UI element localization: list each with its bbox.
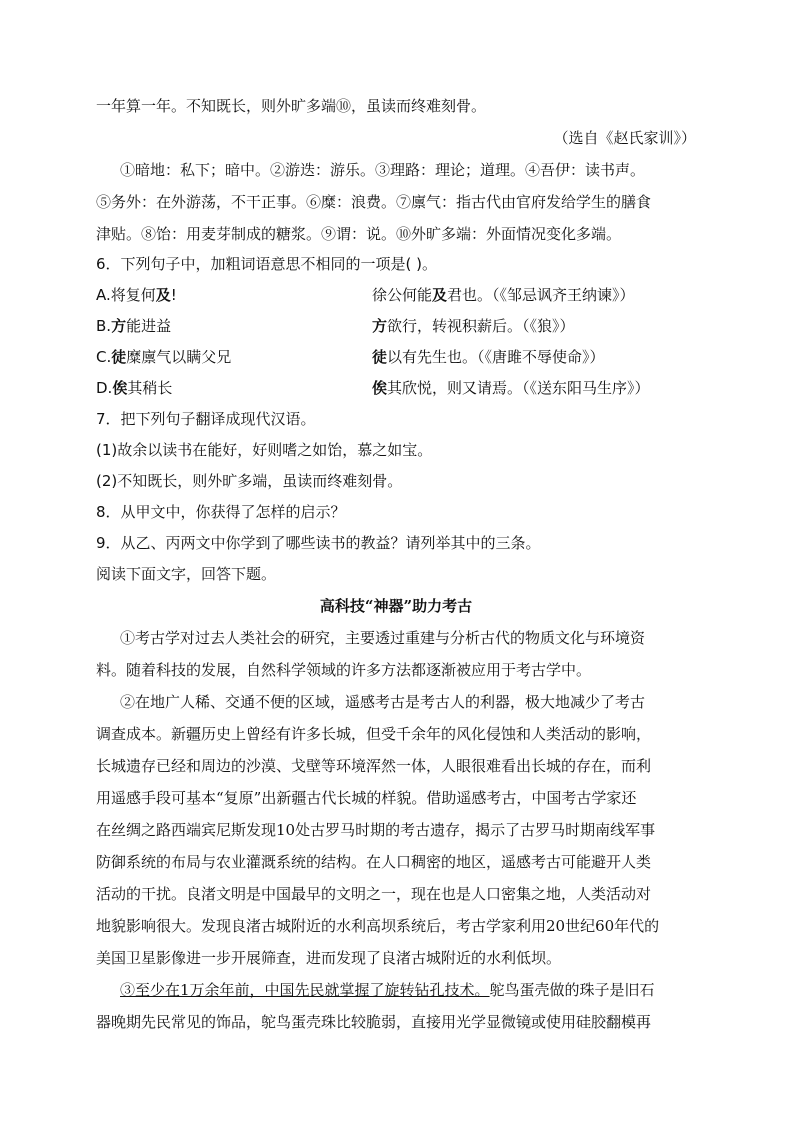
- article-paragraph-line: 防御系统的布局与农业灌溉系统的结构。在人口稠密的地区，遥感考古可能避开人类: [96, 853, 652, 871]
- option-b-right: 方欲行，转视积薪后。（《狼》）: [372, 317, 575, 335]
- article-paragraph-line: 活动的干扰。良渚文明是中国最早的文明之一，现在也是人口密集之地，人类活动对: [96, 885, 652, 903]
- question-7-item: (1)故余以读书在能好，好则嗜之如饴，慕之如宝。: [96, 441, 433, 459]
- article-paragraph-line: 美国卫星影像进一步开展筛查，进而发现了良渚古城附近的水利低坝。: [96, 949, 562, 967]
- option-c-left: C.徒糜廪气以瞒父兄: [96, 348, 232, 366]
- article-paragraph-line: ②在地广人稀、交通不便的区域，遥感考古是考古人的利器，极大地减少了考古: [120, 693, 646, 711]
- question-7-stem: 7．把下列句子翻译成现代汉语。: [96, 410, 316, 428]
- article-paragraph-line: 地貌影响很大。发现良渚古城附近的水利高坝系统后，考古学家利用20世纪60年代的: [96, 917, 660, 935]
- question-9: 9．从乙、丙两文中你学到了哪些读书的教益？请列举其中的三条。: [96, 534, 541, 552]
- source-citation: （选自《赵氏家训》）: [553, 129, 696, 147]
- question-7-item: (2)不知既长，则外旷多端，虽读而终难刻骨。: [96, 472, 403, 490]
- underlined-sentence: ③至少在1万余年前，中国先民就掌握了旋转钻孔技术。: [120, 981, 490, 999]
- article-paragraph-line: 长城遗存已经和周边的沙漠、戈壁等环境浑然一体，人眼很难看出长城的存在，而利: [96, 757, 652, 775]
- option-a-right: 徐公何能及君也。（《邹忌讽齐王纳谏》）: [372, 286, 635, 304]
- annotation-line: ⑤务外：在外游荡，不干正事。⑥糜：浪费。⑦廪气：指古代由官府发给学生的膳食: [96, 193, 652, 211]
- option-d-right: 俟其欣悦，则又请焉。（《送东阳马生序》）: [372, 379, 650, 397]
- question-8: 8．从甲文中，你获得了怎样的启示？: [96, 503, 346, 521]
- article-paragraph-line: 用遥感手段可基本“复原”出新疆古代长城的样貌。借助遥感考古，中国考古学家还: [96, 789, 637, 807]
- reading-instruction: 阅读下面文字，回答下题。: [96, 565, 277, 583]
- annotation-line: 津贴。⑧饴：用麦芽制成的糖浆。⑨谓：说。⑩外旷多端：外面情况变化多端。: [96, 225, 622, 243]
- article-title: 高科技“神器”助力考古: [319, 597, 473, 615]
- article-paragraph-line: ①考古学对过去人类社会的研究，主要透过重建与分析古代的物质文化与环境资: [120, 629, 646, 647]
- option-d-left: D.俟其稍长: [96, 379, 173, 397]
- option-c-right: 徒以有先生也。（《唐雎不辱使命》）: [372, 348, 605, 366]
- article-paragraph-line: 在丝绸之路西端宾尼斯发现10处古罗马时期的考古遗存，揭示了古罗马时期南线军事: [96, 821, 656, 839]
- option-b-left: B.方能进益: [96, 317, 172, 335]
- article-paragraph-line: 料。随着科技的发展，自然科学领域的许多方法都逐渐被应用于考古学中。: [96, 661, 592, 679]
- article-paragraph-line: 器晚期先民常见的饰品，鸵鸟蛋壳珠比较脆弱，直接用光学显微镜或使用硅胶翻模再: [96, 1013, 652, 1031]
- article-paragraph-line: 调查成本。新疆历史上曾经有许多长城，但受千余年的风化侵蚀和人类活动的影响，: [96, 725, 652, 743]
- annotation-line: ①暗地：私下；暗中。②游迭：游乐。③理路：理论；道理。④吾伊：读书声。: [120, 161, 646, 179]
- passage-line: 一年算一年。不知既长，则外旷多端⑩，虽读而终难刻骨。: [96, 97, 487, 115]
- question-6-stem: 6．下列句子中，加粗词语意思不相同的一项是( )。: [96, 255, 438, 273]
- article-paragraph-line: ③至少在1万余年前，中国先民就掌握了旋转钻孔技术。鸵鸟蛋壳做的珠子是旧石: [120, 981, 655, 999]
- option-a-left: A.将复何及!: [96, 286, 177, 304]
